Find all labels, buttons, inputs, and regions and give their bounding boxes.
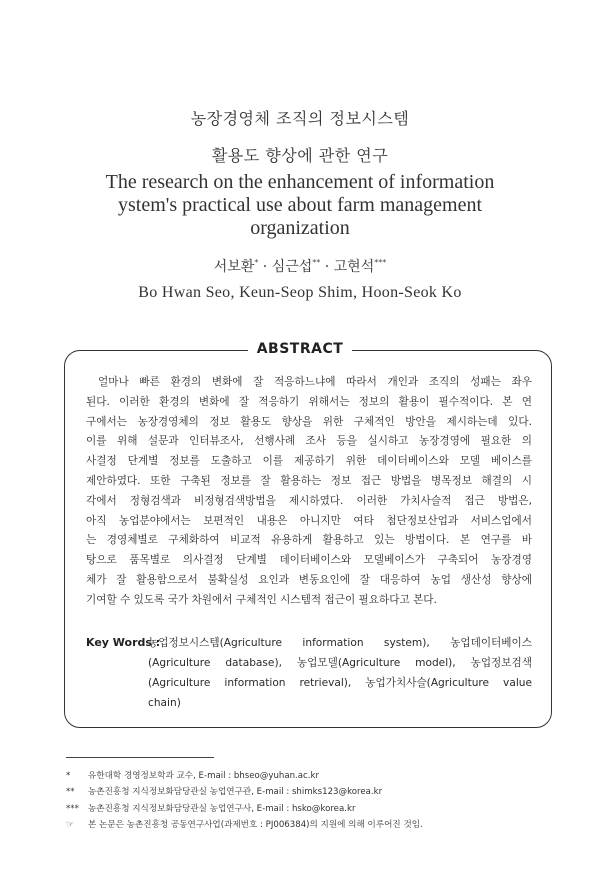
keywords-line: (Agriculture database), 농업모델(Agriculture model), 농업정보검색 — [148, 657, 532, 669]
footnote-mark: * — [66, 771, 71, 781]
abstract-line: 사결정 단계별 정보를 도출하고 이를 제공하기 위한 데이터베이스와 모델 베이스를 — [86, 455, 532, 468]
title-english-line-1: The research on the enhancement of information — [105, 171, 495, 193]
abstract-line: 아직 농업분야에서는 보편적인 내용은 아니지만 여타 첨단정보산업과 서비스업에서 — [86, 514, 532, 527]
author-1-mark: * — [254, 258, 259, 267]
author-2-mark: ** — [312, 258, 321, 267]
title-english-line-2: ystem's practical use about farm management — [117, 194, 483, 216]
abstract-line: 체가 잘 활용함으로서 불확실성 요인과 변동요인에 잘 대응하여 농업 생산성 향상에 — [86, 573, 532, 586]
author-2-name: 심근섭 — [271, 259, 313, 275]
abstract-line: 는 경영체별로 구체화하여 비교적 유용하게 활용하고 있는 방법이다. 본 연구를 바 — [86, 534, 532, 547]
abstract-line: 얼마나 빠른 환경의 변화에 잘 적응하느냐에 따라서 개인과 조직의 성패는 좌우 — [98, 376, 532, 388]
title-korean-line-2: 활용도 향상에 관한 연구 — [211, 146, 389, 165]
authors-korean — [0, 256, 600, 276]
author-separator: · — [320, 259, 334, 275]
title-english-line-3: organization — [250, 217, 350, 239]
footnote-mark: *** — [66, 803, 79, 814]
author-1-name: 서보환 — [213, 259, 255, 275]
keywords-line: 농업정보시스템(Agriculture information system), 농업데이터베이스 — [148, 637, 532, 649]
author-3-name: 고현석 — [333, 259, 375, 275]
abstract-line: 된다. 이러한 환경의 변화에 잘 적응하기 위해서는 정보의 활용이 필수적이다. 본 연 — [86, 395, 532, 408]
abstract-body — [86, 373, 532, 611]
abstract-line: 기여할 수 있도록 국가 차원에서 구체적인 시스템적 접근이 필요하다고 본다. — [86, 593, 437, 606]
abstract-heading: ABSTRACT — [248, 338, 352, 360]
footnote-divider — [66, 757, 214, 758]
abstract-line: 구에서는 농장경영체의 정보 활용도 향상을 위한 구체적인 방안을 제시하는데 있다. — [86, 415, 532, 428]
abstract-line: 제안하였다. 또한 구축된 정보를 잘 활용하는 정보 접근 방법을 병목정보 해결의 시 — [86, 474, 532, 487]
keywords-line: chain) — [148, 697, 181, 709]
author-separator: · — [258, 259, 272, 275]
abstract-line: 각에서 정형검색과 비정형검색방법을 제시하였다. 이러한 가치사슬적 접근 방법은, — [86, 494, 532, 507]
footnote-item — [66, 784, 546, 800]
author-3-mark: *** — [374, 258, 387, 267]
footnote-item — [66, 817, 546, 833]
footnote-text: 농촌진흥청 지식정보화담당관실 농업연구관, E-mail : shimks123@korea.kr — [88, 787, 383, 798]
keywords-line: (Agriculture information retrieval), 농업가치사슬(Agriculture value — [148, 677, 532, 689]
footnotes — [66, 768, 546, 834]
title-korean-line-1: 농장경영체 조직의 정보시스템 — [190, 109, 410, 128]
authors-english: Bo Hwan Seo, Keun-Seop Shim, Hoon-Seok Ko — [138, 284, 462, 301]
footnote-mark: ** — [66, 787, 75, 798]
footnote-item — [66, 768, 546, 784]
abstract-line: 탕으로 품목별로 의사결정 단계별 데이터베이스와 모델베이스가 구축되어 농장경영 — [86, 554, 532, 567]
keywords-list — [148, 633, 532, 713]
footnote-text: 유한대학 경영정보학과 교수, E-mail : bhseo@yuhan.ac.kr — [88, 771, 320, 781]
footnote-item — [66, 801, 546, 817]
pointing-hand-icon: ☞ — [66, 820, 75, 831]
footnote-text: 본 논문은 농촌진흥청 공동연구사업(과제번호 : PJ006384)의 지원에 의해 이루어진 것임. — [88, 820, 423, 831]
footnote-text: 농촌진흥청 지식정보화담당관실 농업연구사, E-mail : hsko@korea.kr — [88, 803, 356, 814]
keywords-label: Key Words : — [86, 636, 161, 649]
abstract-line: 이를 위해 설문과 인터뷰조사, 선행사례 조사 등을 실시하고 농장경영에 필요한 의 — [86, 435, 532, 448]
